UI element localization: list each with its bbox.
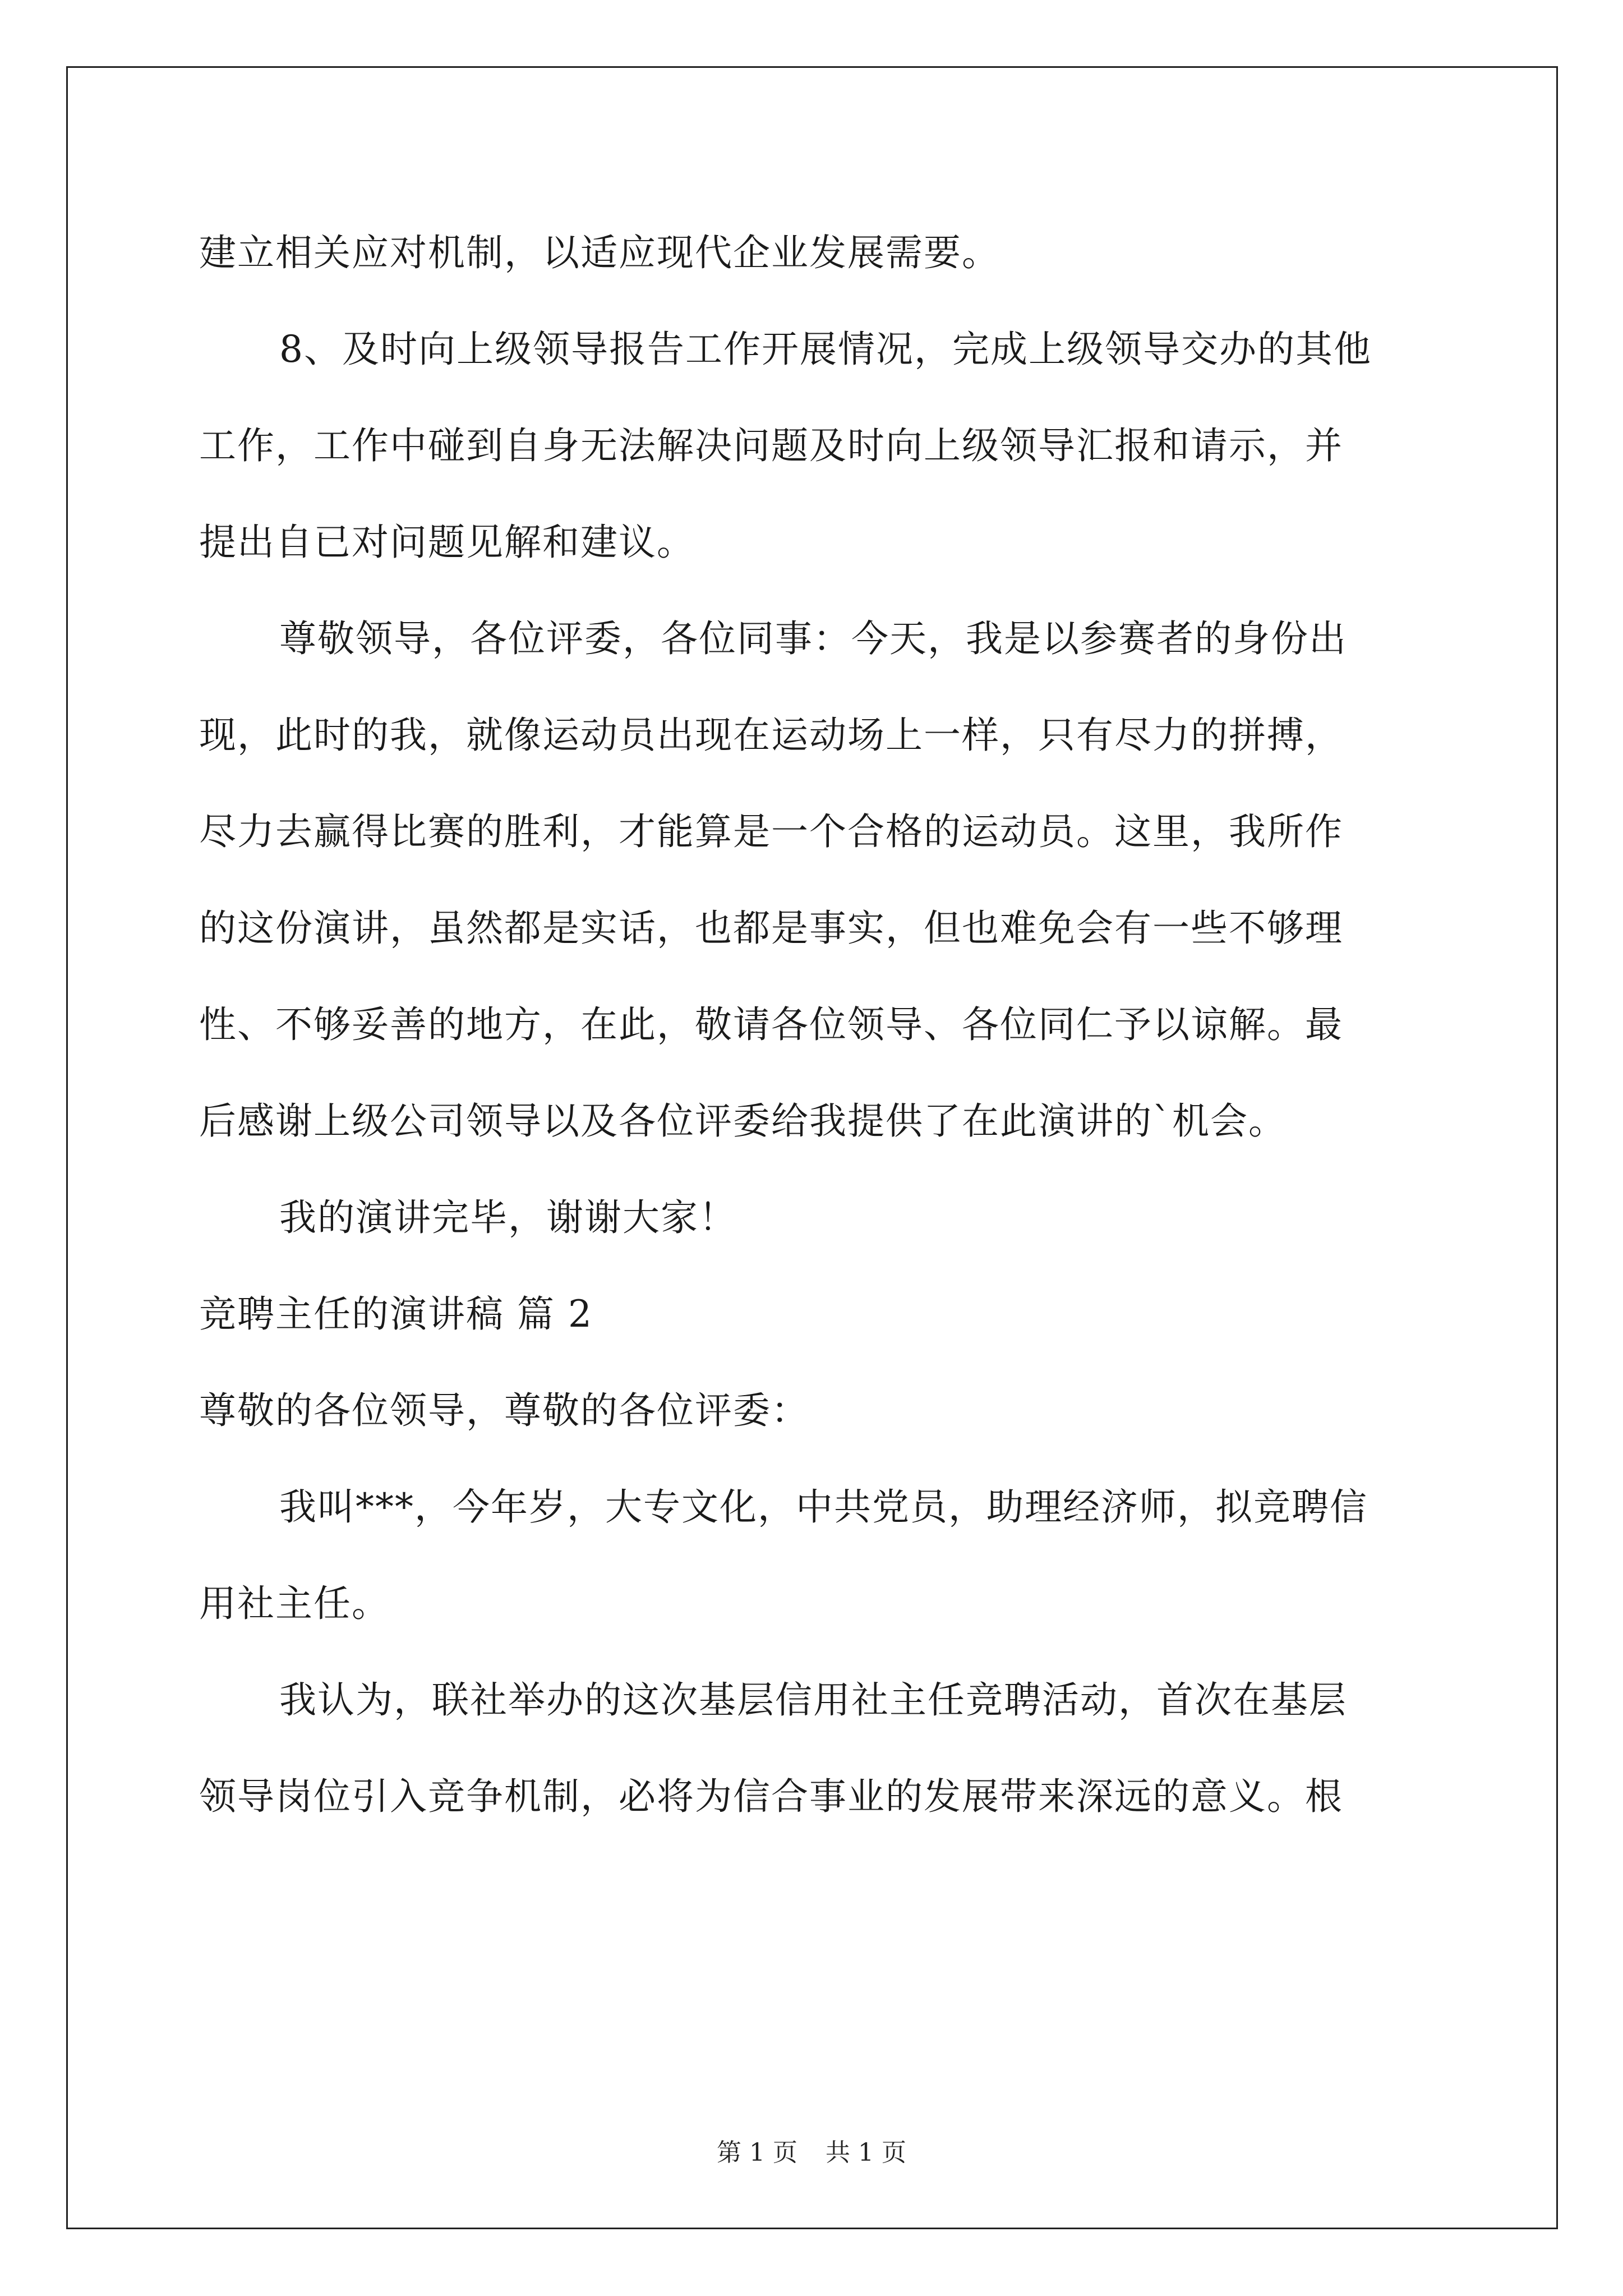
text-line: 我的演讲完毕，谢谢大家！ xyxy=(279,1196,737,1239)
text-line: 的这份演讲，虽然都是实话，也都是事实，但也难免会有一些不够理 xyxy=(199,907,1343,950)
page-total: 共 1 页 xyxy=(826,2138,906,2167)
salutation: 尊敬的各位领导，尊敬的各位评委： xyxy=(199,1389,809,1432)
text-line: 尽力去赢得比赛的胜利，才能算是一个合格的运动员。这里，我所作 xyxy=(199,810,1343,853)
text-line: 建立相关应对机制，以适应现代企业发展需要。 xyxy=(199,231,1000,274)
page-footer xyxy=(0,2136,1623,2170)
document-body xyxy=(199,205,1433,1845)
text-line: 提出自已对问题见解和建议。 xyxy=(199,521,695,564)
text-line: 尊敬领导，各位评委，各位同事：今天，我是以参赛者的身份出 xyxy=(279,617,1347,660)
text-line: 性、不够妥善的地方，在此，敬请各位领导、各位同仁予以谅解。最 xyxy=(199,1003,1343,1046)
text-line: 工作，工作中碰到自身无法解决问题及时向上级领导汇报和请示，并 xyxy=(199,424,1343,467)
text-line: 领导岗位引入竞争机制，必将为信合事业的发展带来深远的意义。根 xyxy=(199,1775,1343,1818)
text-line: 用社主任。 xyxy=(199,1582,390,1625)
text-line: 8、及时向上级领导报告工作开展情况，完成上级领导交办的其他 xyxy=(279,328,1372,371)
text-line: 我认为，联社举办的这次基层信用社主任竞聘活动，首次在基层 xyxy=(279,1678,1347,1722)
text-line: 我叫***，今年岁，大专文化，中共党员，助理经济师，拟竞聘信 xyxy=(279,1485,1368,1529)
section-heading: 竞聘主任的演讲稿 篇 2 xyxy=(199,1292,593,1336)
text-line: 现，此时的我，就像运动员出现在运动场上一样，只有尽力的拼搏， xyxy=(199,714,1343,757)
page-number: 第 1 页 xyxy=(717,2138,797,2167)
text-line: 后感谢上级公司领导以及各位评委给我提供了在此演讲的`机会。 xyxy=(199,1099,1287,1143)
